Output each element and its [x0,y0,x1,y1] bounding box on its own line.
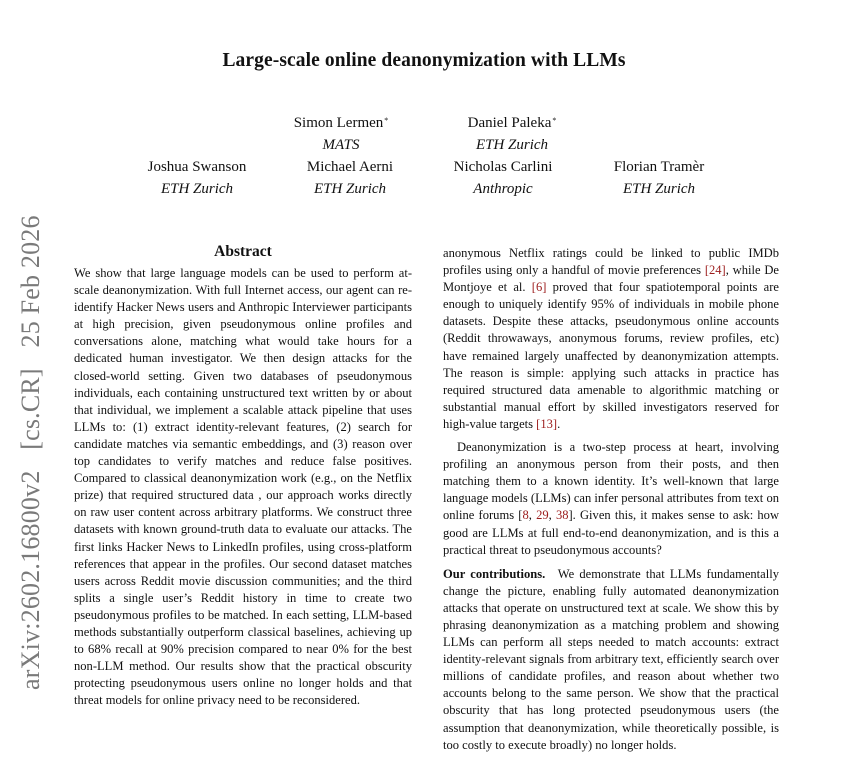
citation-link[interactable]: [6] [531,280,547,295]
abstract-heading: Abstract [214,243,272,260]
arxiv-id: arXiv:2602.16800v2 [16,470,45,690]
citation-link[interactable]: 8 [522,508,529,523]
abstract-text: We show that large language models can be used to perform at-scale deanonymization. With full Internet access, our agent can re-identify Hacker News users and Anthropic Interviewer participants at high precision, given pseudonymous online profiles and conversations alone, matching what would take hours for a dedicated human investigator. We then design attacks for the closed-world setting. Given two databases of pseudonymous individuals, each containing unstructured text written by or about that individual, we implement a scalable attack pipeline that uses LLMs to: (1) extract identity-relevant features, (2) search for candidate matches via semantic embeddings, and (3) reason over top candidates to verify matches and reduce false positives. Compared to classical deanonymization work (e.g., on the Netflix prize) that required structured data , our approach works directly on raw user content across arbitrary platforms. We construct three datasets with known ground-truth data to evaluate our attacks. The first links Hacker News to LinkedIn profiles, using cross-platform references that appear in the profiles. Our second dataset matches users across Reddit movie discussion communities; and the third splits a single user’s Reddit history in time to create two pseudonymous profiles to be matched. In each setting, LLM-based methods substantially outperform classical baselines, achieving up to 68% recall at 90% precision compared to near 0% for the best non-LLM method. Our results show that the practical obscurity protecting pseudonymous users online no longer holds and that threat models for online privacy need to be reconsidered. [74,266,412,708]
author-name: Joshua Swanson [147,159,247,175]
arxiv-date: 25 Feb 2026 [16,215,45,348]
contributions-heading: Our contributions. [443,566,546,581]
contributions-text: We demonstrate that LLMs fundamentally change the picture, enabling fully automated deanonymization attacks that operate on unstructured text at scale. We show this by phrasing deanonymization as a matching problem and showing LLMs can perform all steps needed to match accounts: extract identity-relevant signals from arbitrary text, efficiently search over millions of candidate profiles, and reason about whether two accounts belong to the same person. We show that the practical obscurity that has long protected pseudonymous users (the assumption that deanonymization, while theoretically possible, is too costly to execute broadly) no longer holds. [443,566,779,752]
citation-link[interactable]: 29 [536,508,549,523]
citation-link[interactable]: [13] [536,416,558,431]
introduction-column [443,245,779,754]
author-affiliation: ETH Zurich [622,181,696,197]
arxiv-stamp [16,201,46,690]
author-name: Daniel Paleka* [467,115,557,131]
author-affiliation: ETH Zurich [160,181,234,197]
author-name: Michael Aerni [306,159,394,175]
author-affiliation: ETH Zurich [475,137,549,153]
author-affiliation: Anthropic [473,181,533,197]
author-simon-lermen [251,112,431,156]
author-affiliation: MATS [322,137,360,153]
author-affiliation: ETH Zurich [313,181,387,197]
author-florian-tramer [569,156,749,200]
abstract-column [74,265,412,709]
arxiv-category: [cs.CR] [16,368,45,450]
author-name: Nicholas Carlini [453,159,553,175]
contributions-paragraph [443,566,779,754]
citation-link[interactable]: [24] [704,263,726,278]
citation-link[interactable]: 38 [555,508,569,523]
intro-paragraph-1: anonymous Netflix ratings could be linked to public IMDb profiles using only a handful of movie preferences [24], while De Montjoye et al. [6] proved that four spatiotemporal points are enough to uniquely identify 95% of individuals in mobile phone datasets. Despite these attacks, pseudonymous online accounts (Reddit throwaways, anonymous forums, review profiles, etc) have remained largely unaffected by deanonymization attempts. The reason is simple: applying such attacks in practice has required structured data amenable to algorithmic matching or substantial manual effort by skilled investigators reserved for high-value targets [13]. [443,246,780,431]
intro-paragraph-2: Deanonymization is a two-step process at heart, involving profiling an anonymous person from their posts, and then matching them to a known identity. It’s well-known that large language models (LLMs) can infer personal attributes from text on online forums [8, 29, 38]. Given this, it makes sense to ask: how good are LLMs at full end-to-end deanonymization, and is this a practical threat to pseudonymous accounts? [443,440,780,557]
author-daniel-paleka [422,112,602,156]
author-name: Simon Lermen* [293,115,389,131]
paper-title: Large-scale online deanonymization with LLMs [222,50,626,71]
author-nicholas-carlini [413,156,593,200]
author-name: Florian Tramèr [613,159,705,175]
